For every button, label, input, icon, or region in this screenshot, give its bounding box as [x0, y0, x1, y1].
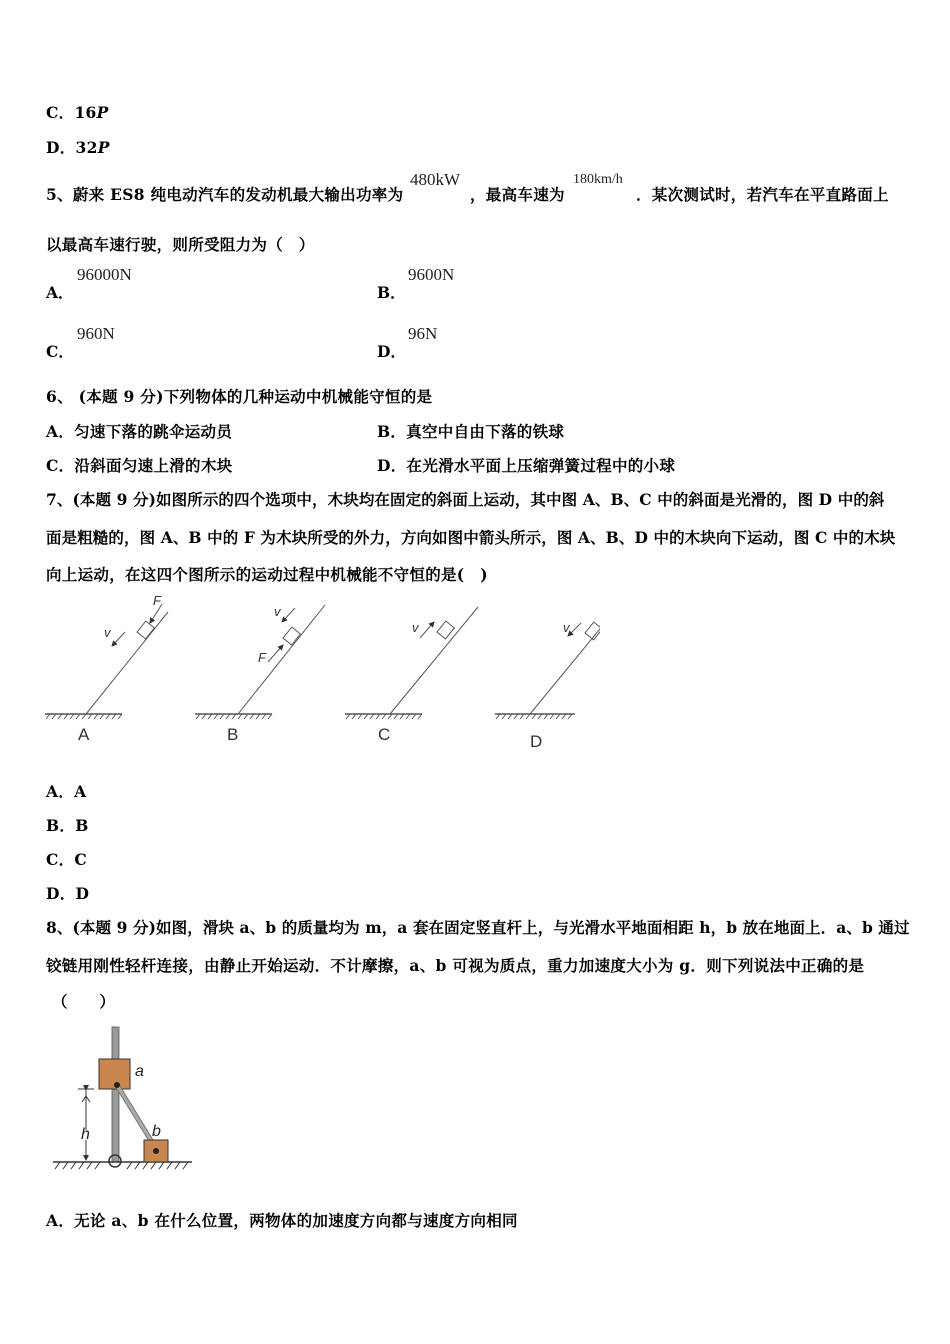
- q7-stem-line1: 7、(本题 9 分)如图所示的四个选项中，木块均在固定的斜面上运动，其中图 A、B、C 中的斜面是光滑的，图 D 中的斜: [46, 490, 885, 509]
- q7-incline-figures: [40, 590, 600, 760]
- q8-label-a: a: [135, 1063, 144, 1080]
- q7-force-label-a: F: [153, 593, 161, 608]
- q7-velocity-label-d: v: [563, 620, 570, 635]
- q4-option-c: C．16P: [46, 103, 109, 122]
- q8-label-b: b: [152, 1123, 161, 1140]
- q7-velocity-label-c: v: [412, 620, 419, 635]
- q6-option-c: C．沿斜面匀速上滑的木块: [46, 456, 233, 475]
- q5-speed-formula: 180km/h: [573, 172, 623, 187]
- q7-force-label-b: F: [258, 650, 266, 665]
- q7-velocity-label-b: v: [274, 604, 281, 619]
- q8-option-a: A．无论 a、b 在什么位置，两物体的加速度方向都与速度方向相同: [46, 1211, 518, 1230]
- q5-option-c-label: C．: [46, 342, 74, 361]
- q7-option-c: C．C: [46, 850, 88, 869]
- q6-stem: 6、 (本题 9 分)下列物体的几种运动中机械能守恒的是: [46, 387, 433, 406]
- q5-option-d-label: D．: [377, 342, 406, 361]
- q6-option-b: B．真空中自由下落的铁球: [377, 422, 565, 441]
- q7-figure-label-c: C: [378, 725, 391, 744]
- q7-option-d: D．D: [46, 884, 90, 903]
- q6-option-a: A．匀速下落的跳伞运动员: [46, 422, 233, 441]
- q7-stem-line3: 向上运动，在这四个图所示的运动过程中机械能不守恒的是( ): [46, 565, 488, 584]
- q5-option-c-value: 960N: [77, 324, 115, 343]
- q5-stem-part3: ．某次测试时，若汽车在平直路面上: [636, 185, 889, 204]
- q5-stem-line2: 以最高车速行驶，则所受阻力为（ ）: [46, 235, 315, 254]
- q7-figure-label-d: D: [530, 732, 543, 751]
- q7-stem-line2: 面是粗糙的，图 A、B 中的 F 为木块所受的外力，方向如图中箭头所示，图 A、B、D 中的木块向下运动，图 C 中的木块: [46, 528, 896, 547]
- q4-option-d: D．32P: [46, 138, 110, 157]
- q5-option-b-value: 9600N: [408, 265, 455, 284]
- q8-stem-line2: 铰链用刚性轻杆连接，由静止开始运动．不计摩擦，a、b 可视为质点，重力加速度大小为 g．则下列说法中正确的是: [46, 956, 865, 975]
- vertical-rod: [112, 1027, 119, 1162]
- q8-stem-line1: 8、(本题 9 分)如图，滑块 a、b 的质量均为 m，a 套在固定竖直杆上，与光滑水平地面相距 h，b 放在地面上．a、b 通过: [46, 918, 910, 937]
- q7-option-b: B．B: [46, 816, 89, 835]
- q5-stem-part2: ，最高车速为: [470, 185, 565, 204]
- q5-option-b-label: B．: [377, 283, 406, 302]
- q7-velocity-label-a: v: [104, 625, 111, 640]
- q8-stem-line3: （ ）: [52, 992, 116, 1011]
- q7-figure-a: [45, 604, 168, 719]
- q5-option-a-label: A．: [46, 283, 74, 302]
- q5-stem-part1: 5、蔚来 ES8 纯电动汽车的发动机最大输出功率为: [46, 185, 404, 204]
- q7-figure-label-b: B: [227, 725, 239, 744]
- q8-label-h: h: [81, 1126, 90, 1143]
- q7-figure-label-a: A: [78, 725, 90, 744]
- q6-option-d: D．在光滑水平面上压缩弹簧过程中的小球: [377, 456, 676, 475]
- q5-option-d-value: 96N: [408, 324, 438, 343]
- q5-power-formula: 480kW: [410, 170, 461, 189]
- q7-option-a: A．A: [46, 782, 87, 801]
- q8-sliders-figure: [48, 1022, 198, 1177]
- q5-option-a-value: 96000N: [77, 265, 132, 284]
- q7-figure-d: [495, 607, 600, 719]
